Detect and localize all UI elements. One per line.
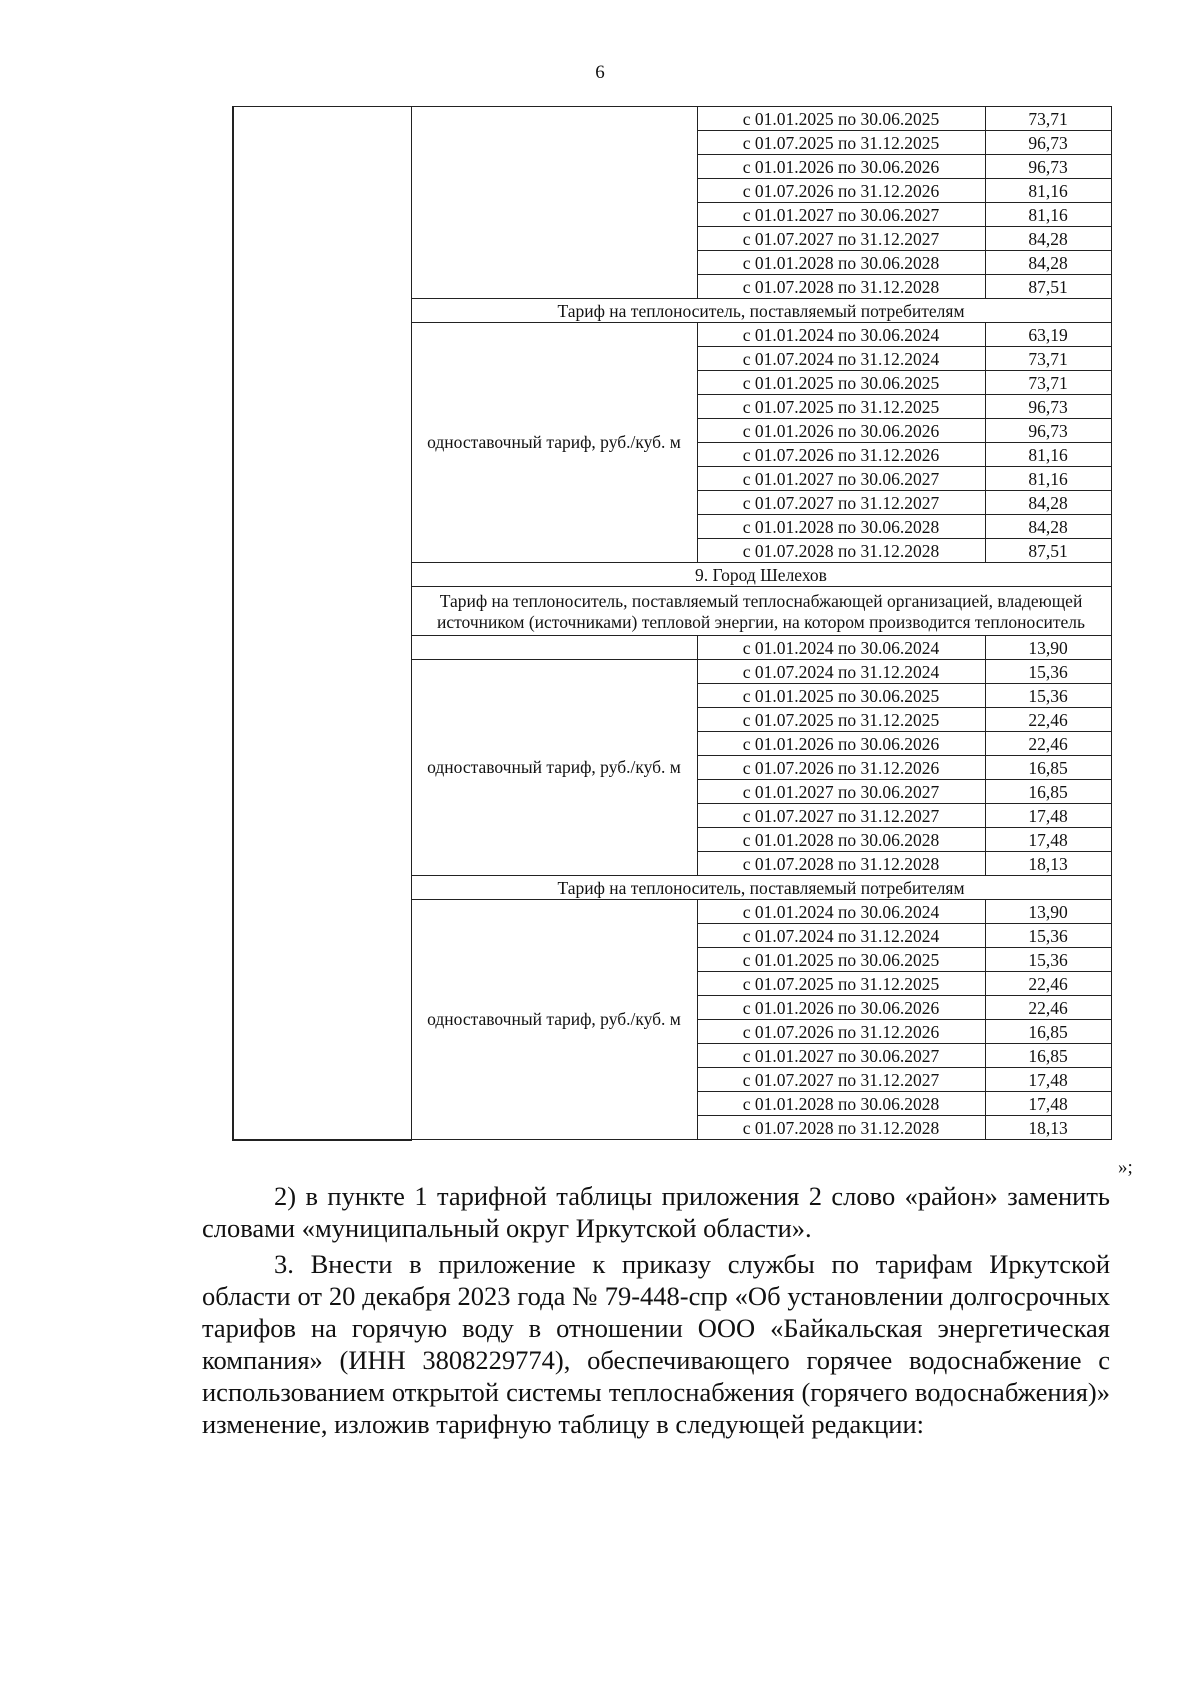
value-cell: 81,16 [985,203,1111,227]
value-cell: 18,13 [985,852,1111,876]
period-cell: с 01.01.2027 по 30.06.2027 [697,1044,985,1068]
period-cell: с 01.01.2025 по 30.06.2025 [697,107,985,131]
period-cell: с 01.07.2025 по 31.12.2025 [697,972,985,996]
value-cell: 17,48 [985,804,1111,828]
value-cell: 17,48 [985,1068,1111,1092]
value-cell: 16,85 [985,756,1111,780]
period-cell: с 01.07.2024 по 31.12.2024 [697,660,985,684]
period-cell: с 01.01.2025 по 30.06.2025 [697,948,985,972]
value-cell: 15,36 [985,948,1111,972]
empty-cell [411,107,697,299]
table-row [233,107,1111,131]
value-cell: 73,71 [985,347,1111,371]
section-heading: Тариф на теплоноситель, поставляемый потребителям [411,299,1111,323]
value-cell: 81,16 [985,443,1111,467]
period-cell: с 01.07.2025 по 31.12.2025 [697,708,985,732]
period-cell: с 01.07.2027 по 31.12.2027 [697,1068,985,1092]
period-cell: с 01.07.2026 по 31.12.2026 [697,443,985,467]
period-cell: с 01.01.2026 по 30.06.2026 [697,155,985,179]
period-cell: с 01.07.2024 по 31.12.2024 [697,347,985,371]
period-cell: с 01.07.2028 по 31.12.2028 [697,852,985,876]
period-cell: с 01.07.2028 по 31.12.2028 [697,1116,985,1140]
section-heading: Тариф на теплоноситель, поставляемый потребителям [411,876,1111,900]
value-cell: 16,85 [985,1044,1111,1068]
period-cell: с 01.07.2025 по 31.12.2025 [697,395,985,419]
tariff-table-body [233,107,1111,1140]
value-cell: 15,36 [985,684,1111,708]
value-cell: 81,16 [985,179,1111,203]
period-cell: с 01.01.2027 по 30.06.2027 [697,780,985,804]
empty-cell [411,636,697,660]
period-cell: с 01.01.2025 по 30.06.2025 [697,684,985,708]
period-cell: с 01.01.2026 по 30.06.2026 [697,419,985,443]
value-cell: 22,46 [985,996,1111,1020]
value-cell: 81,16 [985,467,1111,491]
section-heading: Тариф на теплоноситель, поставляемый теплоснабжающей организацией, владеющей источником (источниками) тепловой энергии, на котором производится теплоноситель [411,587,1111,636]
tariff-type-cell: одноставочный тариф, руб./куб. м [411,660,697,876]
paragraph-item-2: 2) в пункте 1 тарифной таблицы приложения 2 слово «район» заменить словами «муниципальный округ Иркутской области». [202,1181,1110,1243]
period-cell: с 01.07.2028 по 31.12.2028 [697,275,985,299]
value-cell: 13,90 [985,636,1111,660]
page-number: 6 [595,62,605,83]
value-cell: 96,73 [985,131,1111,155]
value-cell: 84,28 [985,515,1111,539]
period-cell: с 01.01.2028 по 30.06.2028 [697,828,985,852]
tariff-type-cell: одноставочный тариф, руб./куб. м [411,900,697,1140]
period-cell: с 01.01.2027 по 30.06.2027 [697,203,985,227]
value-cell: 22,46 [985,972,1111,996]
value-cell: 17,48 [985,828,1111,852]
period-cell: с 01.01.2027 по 30.06.2027 [697,467,985,491]
value-cell: 16,85 [985,780,1111,804]
period-cell: с 01.01.2024 по 30.06.2024 [697,900,985,924]
value-cell: 84,28 [985,227,1111,251]
value-cell: 84,28 [985,251,1111,275]
period-cell: с 01.01.2026 по 30.06.2026 [697,732,985,756]
period-cell: с 01.01.2028 по 30.06.2028 [697,251,985,275]
value-cell: 87,51 [985,275,1111,299]
value-cell: 96,73 [985,419,1111,443]
body-text [202,1180,1110,1440]
period-cell: с 01.01.2028 по 30.06.2028 [697,1092,985,1116]
period-cell: с 01.07.2028 по 31.12.2028 [697,539,985,563]
value-cell: 96,73 [985,155,1111,179]
value-cell: 15,36 [985,660,1111,684]
value-cell: 87,51 [985,539,1111,563]
value-cell: 15,36 [985,924,1111,948]
value-cell: 63,19 [985,323,1111,347]
period-cell: с 01.07.2027 по 31.12.2027 [697,491,985,515]
value-cell: 22,46 [985,732,1111,756]
value-cell: 16,85 [985,1020,1111,1044]
value-cell: 22,46 [985,708,1111,732]
period-cell: с 01.01.2025 по 30.06.2025 [697,371,985,395]
period-cell: с 01.07.2026 по 31.12.2026 [697,756,985,780]
period-cell: с 01.01.2024 по 30.06.2024 [697,636,985,660]
value-cell: 18,13 [985,1116,1111,1140]
period-cell: с 01.01.2024 по 30.06.2024 [697,323,985,347]
value-cell: 96,73 [985,395,1111,419]
value-cell: 17,48 [985,1092,1111,1116]
period-cell: с 01.07.2027 по 31.12.2027 [697,227,985,251]
value-cell: 73,71 [985,107,1111,131]
organization-cell [233,107,411,1140]
closing-quote: »; [1118,1157,1133,1178]
period-cell: с 01.07.2026 по 31.12.2026 [697,1020,985,1044]
period-cell: с 01.01.2028 по 30.06.2028 [697,515,985,539]
period-cell: с 01.07.2027 по 31.12.2027 [697,804,985,828]
period-cell: с 01.01.2026 по 30.06.2026 [697,996,985,1020]
tariff-type-cell: одноставочный тариф, руб./куб. м [411,323,697,563]
value-cell: 13,90 [985,900,1111,924]
value-cell: 73,71 [985,371,1111,395]
period-cell: с 01.07.2026 по 31.12.2026 [697,179,985,203]
value-cell: 84,28 [985,491,1111,515]
paragraph-item-3: 3. Внести в приложение к приказу службы по тарифам Иркутской области от 20 декабря 2023 года № 79-448-спр «Об установлении долгосрочных тарифов на горячую воду в отношении ООО «Байкальская энергетическая компания» (ИНН 3808229774), обеспечивающего горячее водоснабжение с использованием открытой системы теплоснабжения (горячего водоснабжения)» изменение, изложив тарифную таблицу в следующей редакции: [202,1249,1110,1439]
period-cell: с 01.07.2024 по 31.12.2024 [697,924,985,948]
tariff-table [232,106,1112,1141]
city-heading: 9. Город Шелехов [411,563,1111,587]
period-cell: с 01.07.2025 по 31.12.2025 [697,131,985,155]
